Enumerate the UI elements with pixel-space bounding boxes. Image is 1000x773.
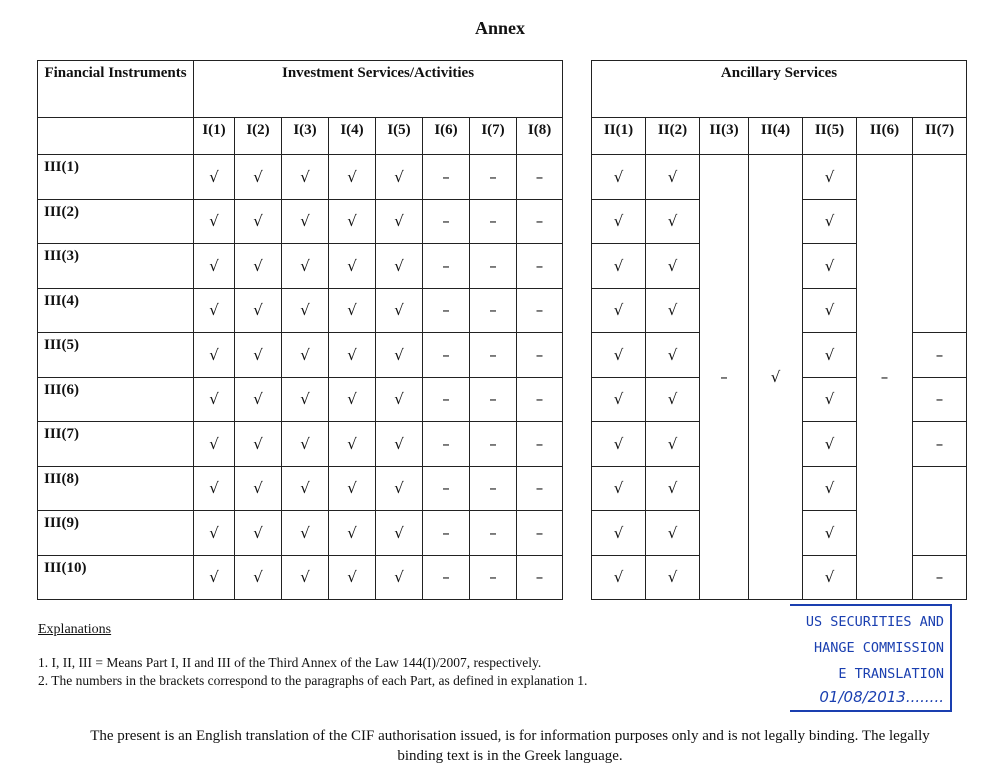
check-mark-cell: √ — [376, 333, 423, 378]
table-row — [38, 422, 563, 467]
check-mark-cell: √ — [646, 555, 700, 600]
column-header: II(3) — [700, 118, 749, 155]
dash-cell: – — [423, 555, 470, 600]
page-title: Annex — [474, 18, 525, 38]
check-mark-cell: √ — [376, 288, 423, 333]
check-mark-cell: √ — [376, 466, 423, 511]
dash-cell: – — [517, 466, 563, 511]
check-mark-cell: √ — [329, 288, 376, 333]
row-label: III(7) — [38, 422, 194, 467]
dash-cell: – — [913, 333, 967, 378]
check-mark-cell: √ — [646, 422, 700, 467]
check-mark-cell: √ — [803, 199, 857, 244]
check-mark-cell: √ — [194, 244, 235, 289]
check-mark-cell: √ — [282, 333, 329, 378]
translation-stamp — [790, 604, 952, 712]
row-label: III(1) — [38, 155, 194, 200]
dash-cell: – — [423, 155, 470, 200]
stamp-line-2: HANGE COMMISSION — [813, 640, 944, 656]
dash-cell: – — [470, 511, 517, 556]
check-mark-cell: √ — [282, 466, 329, 511]
dash-cell: – — [857, 155, 913, 600]
check-mark-cell: √ — [592, 155, 646, 200]
empty-cell — [913, 155, 967, 333]
dash-cell: – — [423, 422, 470, 467]
check-mark-cell: √ — [194, 422, 235, 467]
check-mark-cell: √ — [194, 555, 235, 600]
financial-instruments-header: Financial Instruments — [38, 61, 194, 118]
check-mark-cell: √ — [235, 555, 282, 600]
check-mark-cell: √ — [329, 155, 376, 200]
investment-services-header: Investment Services/Activities — [194, 61, 563, 118]
check-mark-cell: √ — [646, 155, 700, 200]
row-label: III(5) — [38, 333, 194, 378]
column-header: II(6) — [857, 118, 913, 155]
check-mark-cell: √ — [646, 377, 700, 422]
check-mark-cell: √ — [329, 422, 376, 467]
dash-cell: – — [423, 466, 470, 511]
check-mark-cell: √ — [803, 422, 857, 467]
check-mark-cell: √ — [235, 422, 282, 467]
dash-cell: – — [517, 155, 563, 200]
row-label: III(4) — [38, 288, 194, 333]
check-mark-cell: √ — [235, 466, 282, 511]
column-header: I(7) — [470, 118, 517, 155]
check-mark-cell: √ — [376, 422, 423, 467]
check-mark-cell: √ — [329, 466, 376, 511]
check-mark-cell: √ — [376, 377, 423, 422]
check-mark-cell: √ — [282, 422, 329, 467]
table-row — [38, 555, 563, 600]
check-mark-cell: √ — [646, 466, 700, 511]
check-mark-cell: √ — [329, 511, 376, 556]
check-mark-cell: √ — [803, 244, 857, 289]
column-header: I(6) — [423, 118, 470, 155]
dash-cell: – — [517, 511, 563, 556]
stamp-line-3: E TRANSLATION — [838, 666, 944, 682]
row-label: III(10) — [38, 555, 194, 600]
column-header: II(1) — [592, 118, 646, 155]
dash-cell: – — [913, 422, 967, 467]
dash-cell: – — [423, 511, 470, 556]
check-mark-cell: √ — [749, 155, 803, 600]
check-mark-cell: √ — [592, 288, 646, 333]
column-header: I(5) — [376, 118, 423, 155]
dash-cell: – — [470, 244, 517, 289]
explanation-item-1: 1. I, II, III = Means Part I, II and III of the Third Annex of the Law 144(I)/2007, respectively. — [38, 655, 542, 670]
explanations-heading: Explanations — [38, 622, 112, 637]
dash-cell: – — [517, 422, 563, 467]
check-mark-cell: √ — [376, 555, 423, 600]
column-header: I(1) — [194, 118, 235, 155]
dash-cell: – — [423, 377, 470, 422]
check-mark-cell: √ — [592, 555, 646, 600]
dash-cell: – — [470, 422, 517, 467]
investment-services-table — [37, 60, 563, 600]
ancillary-services-header: Ancillary Services — [592, 61, 967, 118]
dash-cell: – — [700, 155, 749, 600]
check-mark-cell: √ — [803, 288, 857, 333]
check-mark-cell: √ — [194, 155, 235, 200]
check-mark-cell: √ — [592, 199, 646, 244]
check-mark-cell: √ — [235, 377, 282, 422]
dash-cell: – — [517, 244, 563, 289]
check-mark-cell: √ — [592, 244, 646, 289]
dash-cell: – — [913, 377, 967, 422]
dash-cell: – — [913, 555, 967, 600]
disclaimer-footer: The present is an English translation of the CIF authorisation issued, is for information purposes only and is not legally binding. The legally binding text is in the Greek language. — [90, 728, 930, 764]
dash-cell: – — [470, 466, 517, 511]
check-mark-cell: √ — [646, 244, 700, 289]
check-mark-cell: √ — [646, 288, 700, 333]
check-mark-cell: √ — [194, 511, 235, 556]
check-mark-cell: √ — [194, 199, 235, 244]
table-row — [38, 244, 563, 289]
dash-cell: – — [517, 377, 563, 422]
table-row — [38, 333, 563, 378]
check-mark-cell: √ — [235, 244, 282, 289]
dash-cell: – — [470, 377, 517, 422]
check-mark-cell: √ — [282, 155, 329, 200]
check-mark-cell: √ — [282, 244, 329, 289]
table-row — [38, 155, 563, 200]
check-mark-cell: √ — [803, 555, 857, 600]
dash-cell: – — [470, 288, 517, 333]
table-row — [38, 466, 563, 511]
check-mark-cell: √ — [592, 333, 646, 378]
stamp-line-1: US SECURITIES AND — [805, 614, 944, 630]
row-label: III(9) — [38, 511, 194, 556]
check-mark-cell: √ — [235, 155, 282, 200]
column-header: II(7) — [913, 118, 967, 155]
empty-cell — [913, 466, 967, 555]
table-row — [38, 377, 563, 422]
dash-cell: – — [470, 155, 517, 200]
row-label: III(8) — [38, 466, 194, 511]
blank-header-cell — [38, 118, 194, 155]
check-mark-cell: √ — [376, 244, 423, 289]
explanation-item-2: 2. The numbers in the brackets correspond to the paragraphs of each Part, as defined in explanation 1. — [38, 673, 588, 688]
check-mark-cell: √ — [376, 199, 423, 244]
check-mark-cell: √ — [329, 244, 376, 289]
check-mark-cell: √ — [235, 288, 282, 333]
row-label: III(2) — [38, 199, 194, 244]
dash-cell: – — [470, 333, 517, 378]
row-label: III(3) — [38, 244, 194, 289]
dash-cell: – — [423, 244, 470, 289]
check-mark-cell: √ — [235, 333, 282, 378]
check-mark-cell: √ — [235, 511, 282, 556]
stamp-date: 01/08/2013........ — [819, 688, 944, 706]
column-header: II(5) — [803, 118, 857, 155]
dash-cell: – — [423, 288, 470, 333]
check-mark-cell: √ — [803, 333, 857, 378]
table-row — [592, 155, 967, 200]
column-header: I(4) — [329, 118, 376, 155]
check-mark-cell: √ — [803, 155, 857, 200]
check-mark-cell: √ — [235, 199, 282, 244]
check-mark-cell: √ — [282, 511, 329, 556]
dash-cell: – — [470, 199, 517, 244]
check-mark-cell: √ — [194, 288, 235, 333]
check-mark-cell: √ — [194, 333, 235, 378]
check-mark-cell: √ — [803, 377, 857, 422]
dash-cell: – — [470, 555, 517, 600]
check-mark-cell: √ — [592, 466, 646, 511]
check-mark-cell: √ — [376, 155, 423, 200]
check-mark-cell: √ — [194, 377, 235, 422]
column-header: I(2) — [235, 118, 282, 155]
check-mark-cell: √ — [803, 511, 857, 556]
check-mark-cell: √ — [329, 199, 376, 244]
column-header: II(4) — [749, 118, 803, 155]
check-mark-cell: √ — [646, 511, 700, 556]
dash-cell: – — [423, 199, 470, 244]
check-mark-cell: √ — [282, 555, 329, 600]
check-mark-cell: √ — [646, 199, 700, 244]
table-row — [38, 288, 563, 333]
check-mark-cell: √ — [329, 555, 376, 600]
dash-cell: – — [517, 333, 563, 378]
check-mark-cell: √ — [282, 377, 329, 422]
ancillary-services-table — [591, 60, 967, 600]
row-label: III(6) — [38, 377, 194, 422]
dash-cell: – — [517, 555, 563, 600]
column-header: I(3) — [282, 118, 329, 155]
check-mark-cell: √ — [376, 511, 423, 556]
table-row — [38, 199, 563, 244]
check-mark-cell: √ — [592, 511, 646, 556]
dash-cell: – — [423, 333, 470, 378]
dash-cell: – — [517, 199, 563, 244]
check-mark-cell: √ — [194, 466, 235, 511]
check-mark-cell: √ — [592, 377, 646, 422]
dash-cell: – — [517, 288, 563, 333]
table-row — [38, 511, 563, 556]
check-mark-cell: √ — [282, 288, 329, 333]
check-mark-cell: √ — [329, 377, 376, 422]
check-mark-cell: √ — [329, 333, 376, 378]
check-mark-cell: √ — [282, 199, 329, 244]
column-header: II(2) — [646, 118, 700, 155]
check-mark-cell: √ — [803, 466, 857, 511]
check-mark-cell: √ — [592, 422, 646, 467]
column-header: I(8) — [517, 118, 563, 155]
check-mark-cell: √ — [646, 333, 700, 378]
